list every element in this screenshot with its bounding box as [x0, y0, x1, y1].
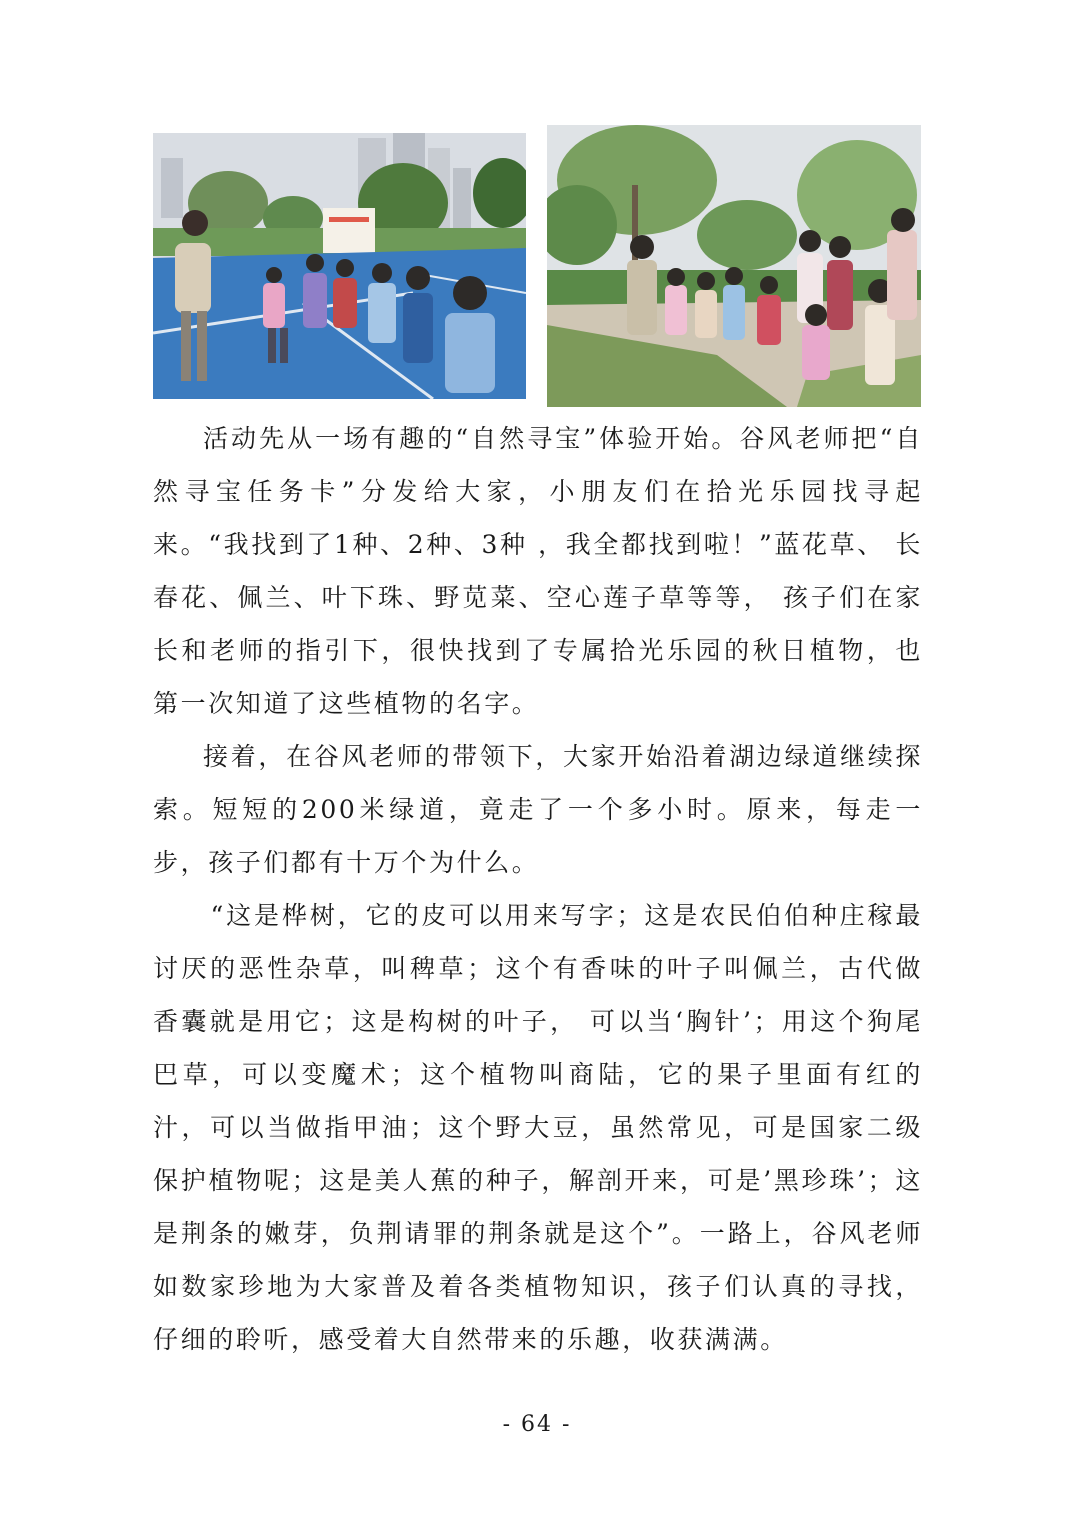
activity-photo-garden — [547, 125, 921, 407]
photo-row — [153, 125, 921, 407]
paragraph-treasure-hunt: 活动先从一场有趣的“自然寻宝”体验开始。谷风老师把“自然寻宝任务卡”分发给大家，小朋友们在拾光乐园找寻起来。“我找到了1种、2种、3种 ，我全都找到啦！”蓝花草、 长春花、佩兰、叶下珠、野苋菜、空心莲子草等等， 孩子们在家长和老师的指引下，很快找到了专属拾光乐园的秋日植物，也第一次知道了这些植物的名字。 — [153, 424, 923, 718]
paragraph-plant-knowledge: “这是桦树，它的皮可以用来写字；这是农民伯伯种庄稼最讨厌的恶性杂草，叫稗草；这个有香味的叶子叫佩兰，古代做香囊就是用它；这是构树的叶子， 可以当‘胸针’；用这个狗尾巴草，可以变魔术；这个植物叫商陆，它的果子里面有红的汁，可以当做指甲油；这个野大豆，虽然常见，可是国家二级保护植物呢；这是美人蕉的种子，解剖开来，可是’黑珍珠’；这是荆条的嫩芽，负荆请罪的荆条就是这个”。一路上，谷风老师如数家珍地为大家普及着各类植物知识，孩子们认真的寻找，仔细的聆听，感受着大自然带来的乐趣，收获满满。 — [153, 901, 923, 1354]
activity-photo-playground — [153, 133, 526, 399]
page-number: - 64 - — [502, 1412, 572, 1437]
article-body — [153, 412, 923, 1366]
paragraph-greenway: 接着，在谷风老师的带领下，大家开始沿着湖边绿道继续探索。短短的200米绿道，竟走了一个多小时。原来，每走一步，孩子们都有十万个为什么。 — [153, 742, 923, 877]
